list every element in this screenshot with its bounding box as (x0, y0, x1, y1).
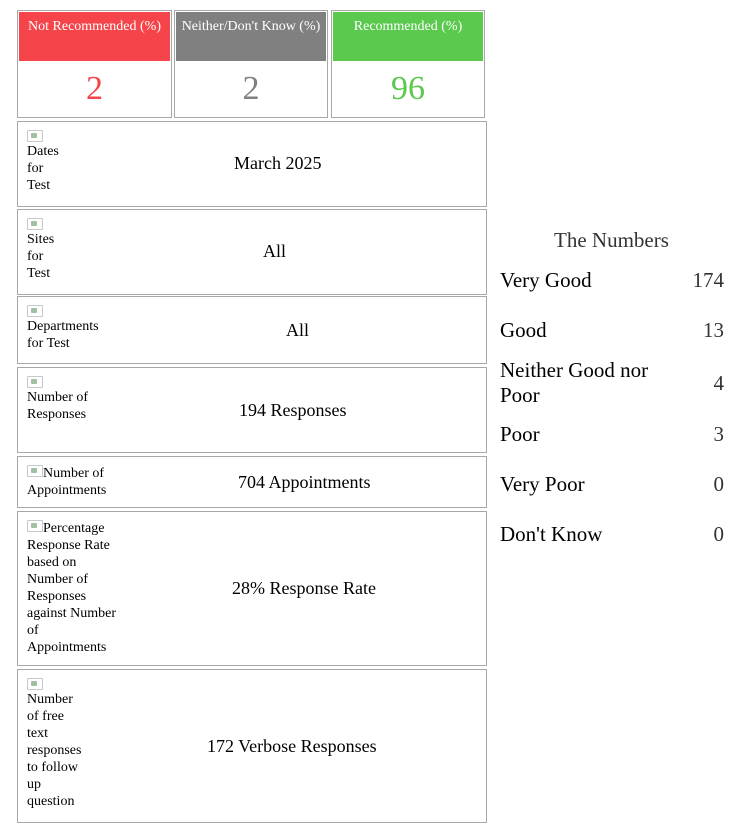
broken-image-icon (27, 465, 43, 477)
numbers-value: 174 (692, 268, 724, 292)
numbers-title: The Numbers (554, 228, 669, 252)
numbers-label: Good (500, 318, 547, 342)
broken-image-icon (27, 130, 43, 142)
dates-label: Dates for Test (27, 130, 67, 194)
numbers-label: Very Poor (500, 472, 585, 496)
not-recommended-header: Not Recommended (%) (19, 12, 170, 61)
sites-row (17, 209, 487, 295)
neither-value: 2 (242, 70, 260, 107)
recommended-value: 96 (391, 70, 425, 107)
broken-image-icon (27, 376, 43, 388)
sites-label: Sites for Test (27, 218, 67, 282)
numbers-label: Very Good (500, 268, 592, 292)
broken-image-icon (27, 520, 43, 532)
recommended-header: Recommended (%) (333, 12, 483, 61)
numbers-label: Poor (500, 422, 540, 446)
not-recommended-box (17, 10, 172, 118)
response-rate-row (17, 511, 487, 666)
departments-label: Departments for Test (27, 305, 109, 352)
not-recommended-value: 2 (86, 70, 103, 107)
appointments-value: 704 Appointments (238, 472, 371, 492)
departments-row (17, 296, 487, 364)
numbers-label: Neither Good nor Poor (500, 358, 649, 407)
neither-header: Neither/Don't Know (%) (176, 12, 326, 61)
neither-box (174, 10, 328, 118)
appointments-label: Number of Appointments (27, 466, 107, 498)
numbers-value: 13 (703, 318, 724, 342)
numbers-value: 0 (713, 522, 724, 546)
responses-label: Number of Responses (27, 376, 97, 423)
broken-image-icon (27, 678, 43, 690)
responses-value: 194 Responses (239, 400, 347, 420)
numbers-label: Don't Know (500, 522, 603, 546)
broken-image-icon (27, 305, 43, 317)
response-rate-label: Percentage Response Rate based on Number of Responses against Number of Appointments (27, 521, 117, 655)
verbose-row (17, 669, 487, 823)
dates-row (17, 121, 487, 207)
numbers-value: 3 (713, 422, 724, 446)
responses-row (17, 367, 487, 453)
dates-value: March 2025 (234, 153, 322, 173)
appointments-row (17, 456, 487, 508)
recommendation-summary (17, 10, 487, 118)
recommended-box (331, 10, 485, 118)
sites-value: All (263, 241, 287, 261)
verbose-label: Number of free text responses to follow up question (27, 678, 87, 810)
numbers-value: 4 (713, 371, 724, 395)
response-rate-value: 28% Response Rate (232, 578, 376, 598)
departments-value: All (286, 320, 310, 340)
numbers-value: 0 (713, 472, 724, 496)
verbose-value: 172 Verbose Responses (207, 736, 377, 756)
broken-image-icon (27, 218, 43, 230)
